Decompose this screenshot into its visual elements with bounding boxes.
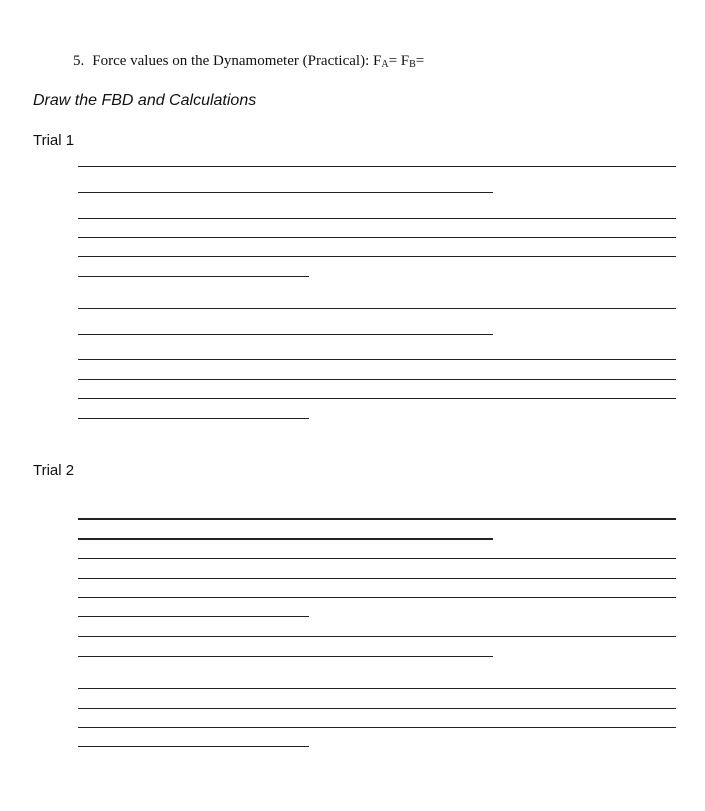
answer-line[interactable]	[78, 237, 676, 238]
answer-line[interactable]	[78, 398, 676, 399]
answer-line[interactable]	[78, 578, 676, 579]
answer-line[interactable]	[78, 418, 309, 419]
answer-line[interactable]	[78, 616, 309, 617]
answer-line[interactable]	[78, 688, 676, 689]
answer-line[interactable]	[78, 192, 493, 193]
subscript-b: B	[409, 59, 416, 70]
trial-1-label: Trial 1	[33, 132, 75, 149]
question-5	[73, 53, 424, 70]
answer-line[interactable]	[78, 708, 676, 709]
subscript-a: A	[381, 59, 389, 70]
answer-line[interactable]	[78, 359, 676, 360]
answer-line[interactable]	[78, 518, 676, 520]
answer-line[interactable]	[78, 746, 309, 747]
trial-2-label: Trial 2	[33, 462, 75, 479]
equals-b: =	[415, 53, 425, 69]
answer-line[interactable]	[78, 166, 676, 167]
answer-line[interactable]	[78, 308, 676, 309]
answer-line[interactable]	[78, 256, 676, 257]
answer-line[interactable]	[78, 558, 676, 559]
answer-line[interactable]	[78, 656, 493, 657]
question-text: Force values on the Dynamometer (Practical): F	[92, 53, 382, 69]
answer-line[interactable]	[78, 334, 493, 335]
section-heading: Draw the FBD and Calculations	[33, 92, 257, 109]
question-number: 5.	[73, 53, 85, 69]
answer-line[interactable]	[78, 276, 309, 277]
answer-line[interactable]	[78, 538, 493, 540]
answer-line[interactable]	[78, 727, 676, 728]
answer-line[interactable]	[78, 636, 676, 637]
answer-line[interactable]	[78, 597, 676, 598]
equals-a: = F	[388, 53, 410, 69]
answer-line[interactable]	[78, 379, 676, 380]
answer-line[interactable]	[78, 218, 676, 219]
